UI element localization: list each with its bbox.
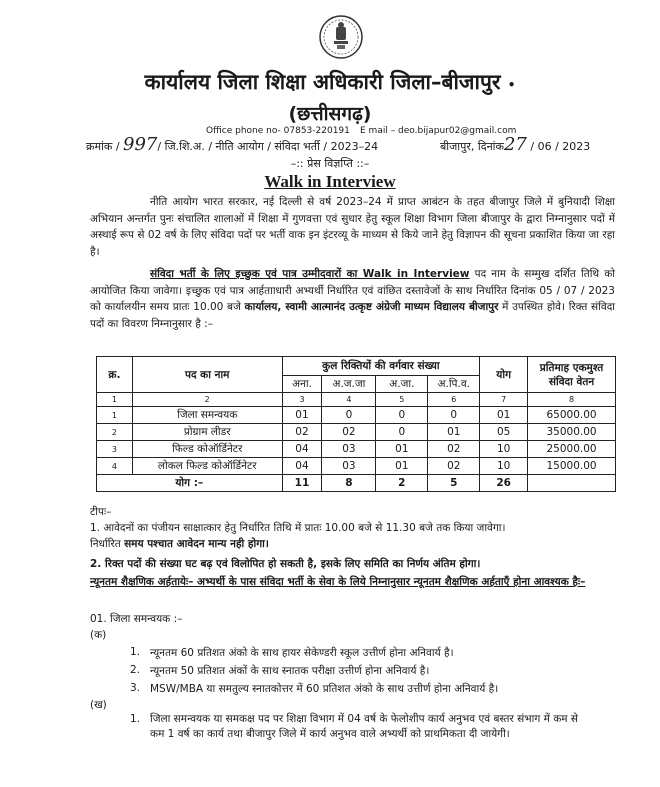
row-ajja: 03	[322, 441, 376, 458]
notes-label: टीपः–	[90, 506, 112, 518]
header-salary: प्रतिमाह एकमुश्त संविदा वेतन	[528, 357, 616, 393]
sub-section-b: (ख)	[90, 699, 107, 711]
note-1: 1. आवेदनों का पंजीयन साक्षात्कार हेतु निर्धारित तिथि में प्रातः 10.00 बजे से 11.30 बजे तक किया जावेगा। निर्धारित समय पश्चात आवेदन मान्य नही होगा।	[90, 522, 506, 550]
grand-total: 26	[480, 475, 528, 492]
handwritten-date-day: 27	[503, 134, 527, 155]
row-aja: 0	[376, 424, 428, 441]
totals-row	[97, 475, 616, 492]
notice-paragraph-1: नीति आयोग भारत सरकार, नई दिल्ली से वर्ष 2023–24 में प्राप्त आबंटन के तहत बीजापुर जिले में बुनियादी शिक्षा अभियान अन्तर्गत पुनः संचालित शालाओं में शिक्षा में गुणवत्ता एवं सुधार हेतु स्कूल शिक्षा विभाग जिला बीजापुर के द्वारा निम्नानुसार पदों में अस्थाई रूप से 02 वर्ष के लिए संविदा पदों पर भर्ती वाक इन इंटरव्यू के माध्यम से किये जाने हेतु विज्ञापन की सूचना प्रकाशित किया जा रहा है।	[90, 196, 615, 258]
handwritten-ref-number: 997	[123, 134, 158, 155]
header-cat-aja: अ.जा.	[376, 376, 428, 393]
row-aja: 01	[376, 458, 428, 475]
row-ana: 04	[282, 441, 322, 458]
header-post: पद का नाम	[132, 357, 282, 393]
row-post: फिल्ड कोऑर्डिनेटर	[132, 441, 282, 458]
row-sno: 3	[97, 441, 133, 458]
row-sno: 4	[97, 458, 133, 475]
list-item: 1. न्यूनतम 60 प्रतिशत अंको के साथ हायर सेकेण्डरी स्कूल उत्तीर्ण होना अनिवार्य है।	[130, 646, 454, 659]
col-number: 6	[428, 393, 480, 407]
row-ajja: 0	[322, 407, 376, 424]
total-apiv: 5	[428, 475, 480, 492]
table-row	[97, 407, 616, 424]
header-cat-apiv: अ.पि.व.	[428, 376, 480, 393]
row-post: प्रोग्राम लीडर	[132, 424, 282, 441]
col-number: 8	[528, 393, 616, 407]
list-item: 2. न्यूनतम 50 प्रतिशत अंकों के साथ स्नातक परीक्षा उत्तीर्ण होना अनिवार्य है।	[130, 664, 430, 677]
row-apiv: 0	[428, 407, 480, 424]
header-cat-ana: अना.	[282, 376, 322, 393]
col-number: 7	[480, 393, 528, 407]
total-aja: 2	[376, 475, 428, 492]
column-number-row	[97, 393, 616, 407]
row-apiv: 02	[428, 458, 480, 475]
list-item: 1. जिला समन्वयक या समकक्ष पद पर शिक्षा विभाग में 04 वर्ष के फेलोशीप कार्य अनुभव एवं बस्तर संभाग में कम से कम 1 वर्ष का कार्य तथा बीजापुर जिले में कार्य अनुभव वाले अभ्यर्थी को प्राथमिकता दी जायेगी।	[130, 713, 579, 740]
post-heading-district-coordinator: 01. जिला समन्वयक :–	[90, 613, 183, 625]
table-row	[97, 441, 616, 458]
office-phone: Office phone no- 07853-220191	[206, 126, 350, 136]
row-post: लोकल फिल्ड कोऑर्डिनेटर	[132, 458, 282, 475]
row-apiv: 01	[428, 424, 480, 441]
row-post: जिला समन्वयक	[132, 407, 282, 424]
press-release-label: –:: प्रेस विज्ञप्ति ::–	[290, 157, 370, 170]
row-salary: 35000.00	[528, 424, 616, 441]
row-ana: 02	[282, 424, 322, 441]
government-emblem-icon	[318, 14, 364, 60]
vacancy-table	[96, 356, 616, 492]
row-salary: 25000.00	[528, 441, 616, 458]
col-number: 4	[322, 393, 376, 407]
notice-title: Walk in Interview	[264, 172, 396, 191]
row-ana: 01	[282, 407, 322, 424]
row-salary: 65000.00	[528, 407, 616, 424]
col-number: 3	[282, 393, 322, 407]
header-cat-ajja: अ.ज.जा	[322, 376, 376, 393]
row-total: 05	[480, 424, 528, 441]
header-vacancies: कुल रिक्तियों की वर्गवार संख्या	[282, 357, 480, 376]
list-item: 3. MSW/MBA या समतुल्य स्नातकोत्तर में 60 प्रतिशत अंको के साथ उत्तीर्ण होना अनिवार्य है।	[130, 682, 499, 695]
row-sno: 2	[97, 424, 133, 441]
row-sno: 1	[97, 407, 133, 424]
reference-number: क्रमांक / 997/ जि.शि.अ. / नीति आयोग / संविदा भर्ती / 2023–24	[86, 134, 379, 155]
row-total: 01	[480, 407, 528, 424]
office-title: कार्यालय जिला शिक्षा अधिकारी जिला–बीजापुर •	[144, 70, 516, 94]
row-ana: 04	[282, 458, 322, 475]
letter-date: बीजापुर, दिनांक27 / 06 / 2023	[440, 134, 591, 155]
qualification-heading: न्यूनतम शैक्षणिक अर्हतायेः– अभ्यर्थी के पास संविदा भर्ती के सेवा के लिये निम्नानुसार न्यूनतम शैक्षणिक अर्हताएँ होना आवश्यक हैः–	[90, 576, 586, 588]
total-salary-empty	[528, 475, 616, 492]
row-ajja: 02	[322, 424, 376, 441]
total-ana: 11	[282, 475, 322, 492]
row-aja: 01	[376, 441, 428, 458]
totals-label: योग :–	[97, 475, 283, 492]
state-name: (छत्तीसगढ़)	[288, 103, 372, 125]
col-number: 1	[97, 393, 133, 407]
notice-paragraph-2: संविदा भर्ती के लिए इच्छुक एवं पात्र उम्मीदवारों का Walk in Interview पद नाम के सम्मुख दर्शित तिथि को आयोजित किया जावेगा। इच्छुक एवं पात्र आर्हतााधारी अभ्यर्थी निर्धारित एवं वांछित दस्तावेजों के साथ निर्धारित दिनांक 05 / 07 / 2023 को कार्यालयीन समय प्रातः 10.00 बजे कार्यालय, स्वामी आत्मानंद उत्कृष्ट अंग्रेजी माध्यम विद्यालय बीजापुर में उपस्थित होवे। रिक्त संविदा पदों का विवरण निम्नानुसार है :–	[90, 268, 616, 330]
row-aja: 0	[376, 407, 428, 424]
row-apiv: 02	[428, 441, 480, 458]
note-2: 2. रिक्त पदों की संख्या घट बढ़ एवं विलोपित हो सकती है, इसके लिए समिति का निर्णय अंतिम होगा।	[90, 558, 481, 570]
col-number: 2	[132, 393, 282, 407]
row-total: 10	[480, 441, 528, 458]
row-ajja: 03	[322, 458, 376, 475]
row-salary: 15000.00	[528, 458, 616, 475]
header-total: योग	[480, 357, 528, 393]
office-email: E mail – deo.bijapur02@gmail.com	[360, 126, 517, 136]
row-total: 10	[480, 458, 528, 475]
table-row	[97, 424, 616, 441]
total-ajja: 8	[322, 475, 376, 492]
sub-section-a: (क)	[90, 629, 107, 641]
table-row	[97, 458, 616, 475]
header-sno: क्र.	[97, 357, 133, 393]
col-number: 5	[376, 393, 428, 407]
